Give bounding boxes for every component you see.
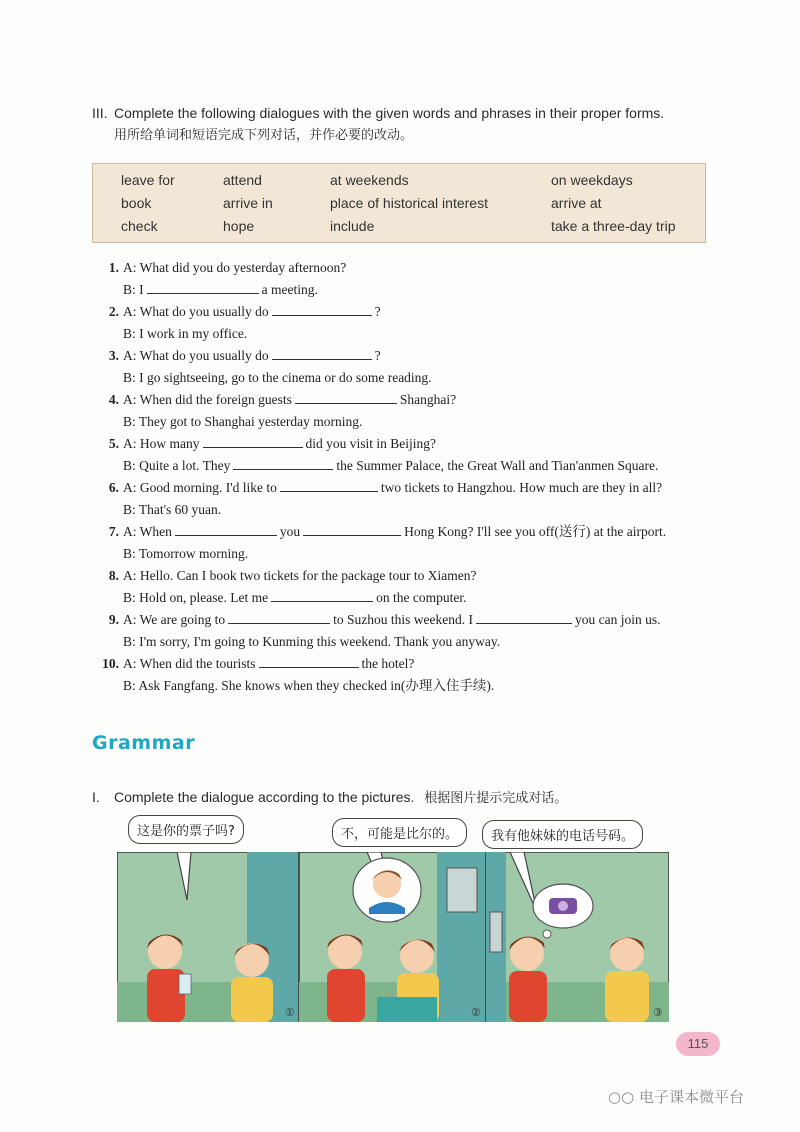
watermark	[608, 1086, 744, 1107]
grammar-instruction-english: Complete the dialogue according to the pictures.	[114, 789, 415, 805]
grammar-instruction-chinese: 根据图片提示完成对话。	[424, 791, 568, 806]
wechat-icon: ○○	[608, 1088, 635, 1106]
instruction-english: Complete the following dialogues with the given words and phrases in their proper forms.	[114, 105, 665, 121]
dialogue-6-b: B: That's 60 yuan.	[123, 502, 222, 517]
answer-blank[interactable]	[228, 611, 330, 624]
answer-blank[interactable]	[271, 589, 373, 602]
word: hope	[223, 218, 255, 234]
dialogue-9-b: B: I'm sorry, I'm going to Kunming this weekend. Thank you anyway.	[123, 634, 501, 649]
dialogue-10-b: B: Ask Fangfang. She knows when they checked in(办理入住手续).	[123, 678, 495, 693]
grammar-instruction	[92, 787, 742, 806]
speech-bubble-1: 这是你的票子吗?	[128, 815, 244, 844]
answer-blank[interactable]	[175, 523, 277, 536]
word: book	[121, 195, 152, 211]
dialogue-1-b: B: I a meeting.	[123, 282, 318, 297]
dialogue-2-b: B: I work in my office.	[123, 326, 248, 341]
comic-panel-3	[486, 852, 669, 1022]
word-box	[92, 163, 706, 243]
word: on weekdays	[551, 172, 633, 188]
grammar-number: I.	[92, 789, 100, 805]
word: attend	[223, 172, 262, 188]
answer-blank[interactable]	[295, 391, 397, 404]
section-instruction	[92, 105, 742, 143]
dialogue-1-a: 1. A: What did you do yesterday afternoon?	[108, 260, 347, 275]
dialogue-4-a: 4. A: When did the foreign guests Shanghai?	[108, 392, 457, 407]
watermark-text: 电子课本微平台	[638, 1088, 744, 1106]
dialogue-2-a: 2. A: What do you usually do ?	[108, 304, 381, 319]
comic-strip	[117, 852, 669, 1022]
section-number: III.	[92, 105, 108, 121]
speech-bubble-2: 不，可能是比尔的。	[332, 818, 467, 847]
dialogue-7-b: B: Tomorrow morning.	[123, 546, 249, 561]
dialogue-10-a: 10. A: When did the tourists the hotel?	[102, 656, 415, 671]
word: check	[121, 218, 158, 234]
page-number: 115	[676, 1032, 720, 1056]
instruction-chinese: 用所给单词和短语完成下列对话，并作必要的改动。	[114, 128, 414, 143]
comic-panel-2	[299, 852, 486, 1022]
answer-blank[interactable]	[272, 303, 372, 316]
grammar-heading: Grammar	[92, 732, 196, 754]
answer-blank[interactable]	[280, 479, 378, 492]
dialogue-6-a: 6. A: Good morning. I'd like to two tickets to Hangzhou. How much are they in all?	[108, 480, 663, 495]
comic-illustration	[117, 852, 669, 1022]
answer-blank[interactable]	[272, 347, 372, 360]
answer-blank[interactable]	[259, 655, 359, 668]
dialogue-8-b: B: Hold on, please. Let me on the computer.	[123, 590, 467, 605]
word: include	[330, 218, 375, 234]
dialogue-3-b: B: I go sightseeing, go to the cinema or do some reading.	[123, 370, 432, 385]
word: take a three-day trip	[551, 218, 676, 234]
speech-bubble-3: 我有他妹妹的电话号码。	[482, 820, 643, 849]
word: leave for	[121, 172, 175, 188]
answer-blank[interactable]	[147, 281, 259, 294]
dialogue-5-a: 5. A: How many did you visit in Beijing?	[108, 436, 436, 451]
dialogue-3-a: 3. A: What do you usually do ?	[108, 348, 381, 363]
panel-number-3: ③	[653, 1007, 663, 1019]
word: arrive in	[223, 195, 273, 211]
dialogue-4-b: B: They got to Shanghai yesterday morning.	[123, 414, 363, 429]
panel-number-1: ①	[285, 1007, 295, 1019]
dialogue-7-a: 7. A: When you Hong Kong? I'll see you off(送行) at the airport.	[108, 524, 667, 539]
word: place of historical interest	[330, 195, 488, 211]
dialogue-5-b: B: Quite a lot. They the Summer Palace, the Great Wall and Tian'anmen Square.	[123, 458, 659, 473]
answer-blank[interactable]	[203, 435, 303, 448]
dialogue-8-a: 8. A: Hello. Can I book two tickets for the package tour to Xiamen?	[108, 568, 477, 583]
panel-number-2: ②	[471, 1007, 481, 1019]
answer-blank[interactable]	[476, 611, 572, 624]
answer-blank[interactable]	[233, 457, 333, 470]
word: arrive at	[551, 195, 602, 211]
dialogue-9-a: 9. A: We are going to to Suzhou this weekend. I you can join us.	[108, 612, 661, 627]
word: at weekends	[330, 172, 409, 188]
answer-blank[interactable]	[303, 523, 401, 536]
comic-panel-1	[117, 852, 299, 1022]
